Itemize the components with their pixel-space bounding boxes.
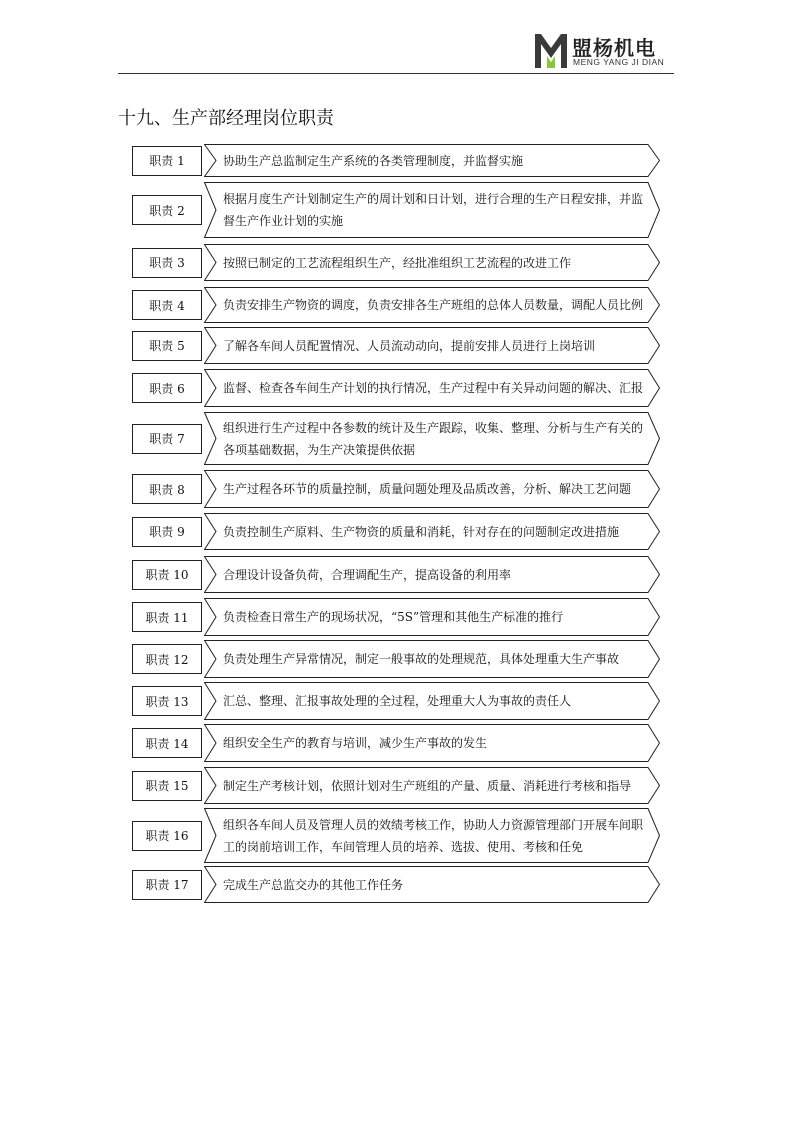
- duty-row: [132, 182, 662, 238]
- brand-name-cn: 盟杨机电: [572, 36, 656, 60]
- page-title: 十九、生产部经理岗位职责: [118, 108, 334, 129]
- duty-row: [132, 412, 662, 465]
- duty-text: 协助生产总监制定生产系统的各类管理制度，并监督实施: [223, 153, 524, 168]
- duty-label: 职责 6: [132, 373, 202, 403]
- duty-label: 职责 10: [132, 560, 202, 590]
- duty-text: 制定生产考核计划，依照计划对生产班组的产量、质量、消耗进行考核和指导: [223, 778, 632, 793]
- duty-row: [132, 556, 662, 593]
- duty-row: [132, 287, 662, 323]
- duty-label: 职责 11: [132, 602, 202, 632]
- duty-label: 职责 3: [132, 248, 202, 278]
- duty-label: 职责 2: [132, 195, 202, 225]
- duty-text: 组织各车间人员及管理人员的效绩考核工作，协助人力资源管理部门开展车间职工的岗前培训工作，车间管理人员的培养、选拔、使用、考核和任免: [223, 817, 644, 854]
- duty-row: [132, 244, 662, 281]
- duty-row: [132, 808, 662, 863]
- header-divider: [118, 73, 674, 74]
- duty-row: [132, 640, 662, 678]
- brand-name-en: MENG YANG JI DIAN: [573, 57, 665, 67]
- duty-row: [132, 724, 662, 762]
- duty-label: 职责 15: [132, 771, 202, 801]
- duty-label: 职责 13: [132, 686, 202, 716]
- duty-text: 按照已制定的工艺流程组织生产，经批准组织工艺流程的改进工作: [223, 255, 572, 270]
- duty-text: 负责安排生产物资的调度，负责安排各生产班组的总体人员数量，调配人员比例: [223, 298, 644, 312]
- duty-text: 合理设计设备负荷，合理调配生产，提高设备的利用率: [223, 567, 512, 582]
- duty-row: [132, 767, 662, 804]
- duty-text: 负责检查日常生产的现场状况，“5S”管理和其他生产标准的推行: [223, 610, 564, 624]
- duty-label: 职责 4: [132, 290, 202, 320]
- duty-label: 职责 16: [132, 821, 202, 851]
- brand-logo: [534, 32, 674, 70]
- duty-row: [132, 866, 662, 903]
- duty-row: [132, 682, 662, 720]
- duty-text: 根据月度生产计划制定生产的周计划和日计划，进行合理的生产日程安排，并监督生产作业计划的实施: [223, 192, 644, 228]
- duty-label: 职责 12: [132, 644, 202, 674]
- page-header: [118, 28, 674, 74]
- duty-label: 职责 9: [132, 517, 202, 547]
- duty-row: [132, 598, 662, 636]
- duty-row: [132, 369, 662, 407]
- duty-label: 职责 7: [132, 424, 202, 454]
- duty-text: 汇总、整理、汇报事故处理的全过程，处理重大人为事故的责任人: [223, 694, 572, 708]
- duty-label: 职责 17: [132, 870, 202, 900]
- duty-row: [132, 327, 662, 364]
- duty-text: 组织进行生产过程中各参数的统计及生产跟踪，收集、整理、分析与生产有关的各项基础数据，为生产决策提供依据: [223, 420, 644, 457]
- duty-row: [132, 144, 662, 177]
- duty-row: [132, 513, 662, 550]
- duty-text: 监督、检查各车间生产计划的执行情况，生产过程中有关异动问题的解决、汇报: [223, 381, 644, 395]
- my-monogram-logo-icon: [534, 32, 568, 70]
- duty-text: 组织安全生产的教育与培训，减少生产事故的发生: [223, 736, 488, 750]
- duty-text: 完成生产总监交办的其他工作任务: [223, 877, 404, 892]
- duty-text: 了解各车间人员配置情况、人员流动动向，提前安排人员进行上岗培训: [223, 338, 596, 353]
- duty-row: [132, 470, 662, 508]
- duty-label: 职责 1: [132, 146, 202, 176]
- duty-label: 职责 14: [132, 728, 202, 758]
- duty-text: 负责控制生产原料、生产物资的质量和消耗，针对存在的问题制定改进措施: [223, 524, 620, 539]
- duty-label: 职责 8: [132, 474, 202, 504]
- duty-label: 职责 5: [132, 331, 202, 361]
- duty-text: 负责处理生产异常情况，制定一般事故的处理规范，具体处理重大生产事故: [223, 652, 620, 666]
- duty-text: 生产过程各环节的质量控制，质量问题处理及品质改善，分析、解决工艺问题: [223, 482, 632, 496]
